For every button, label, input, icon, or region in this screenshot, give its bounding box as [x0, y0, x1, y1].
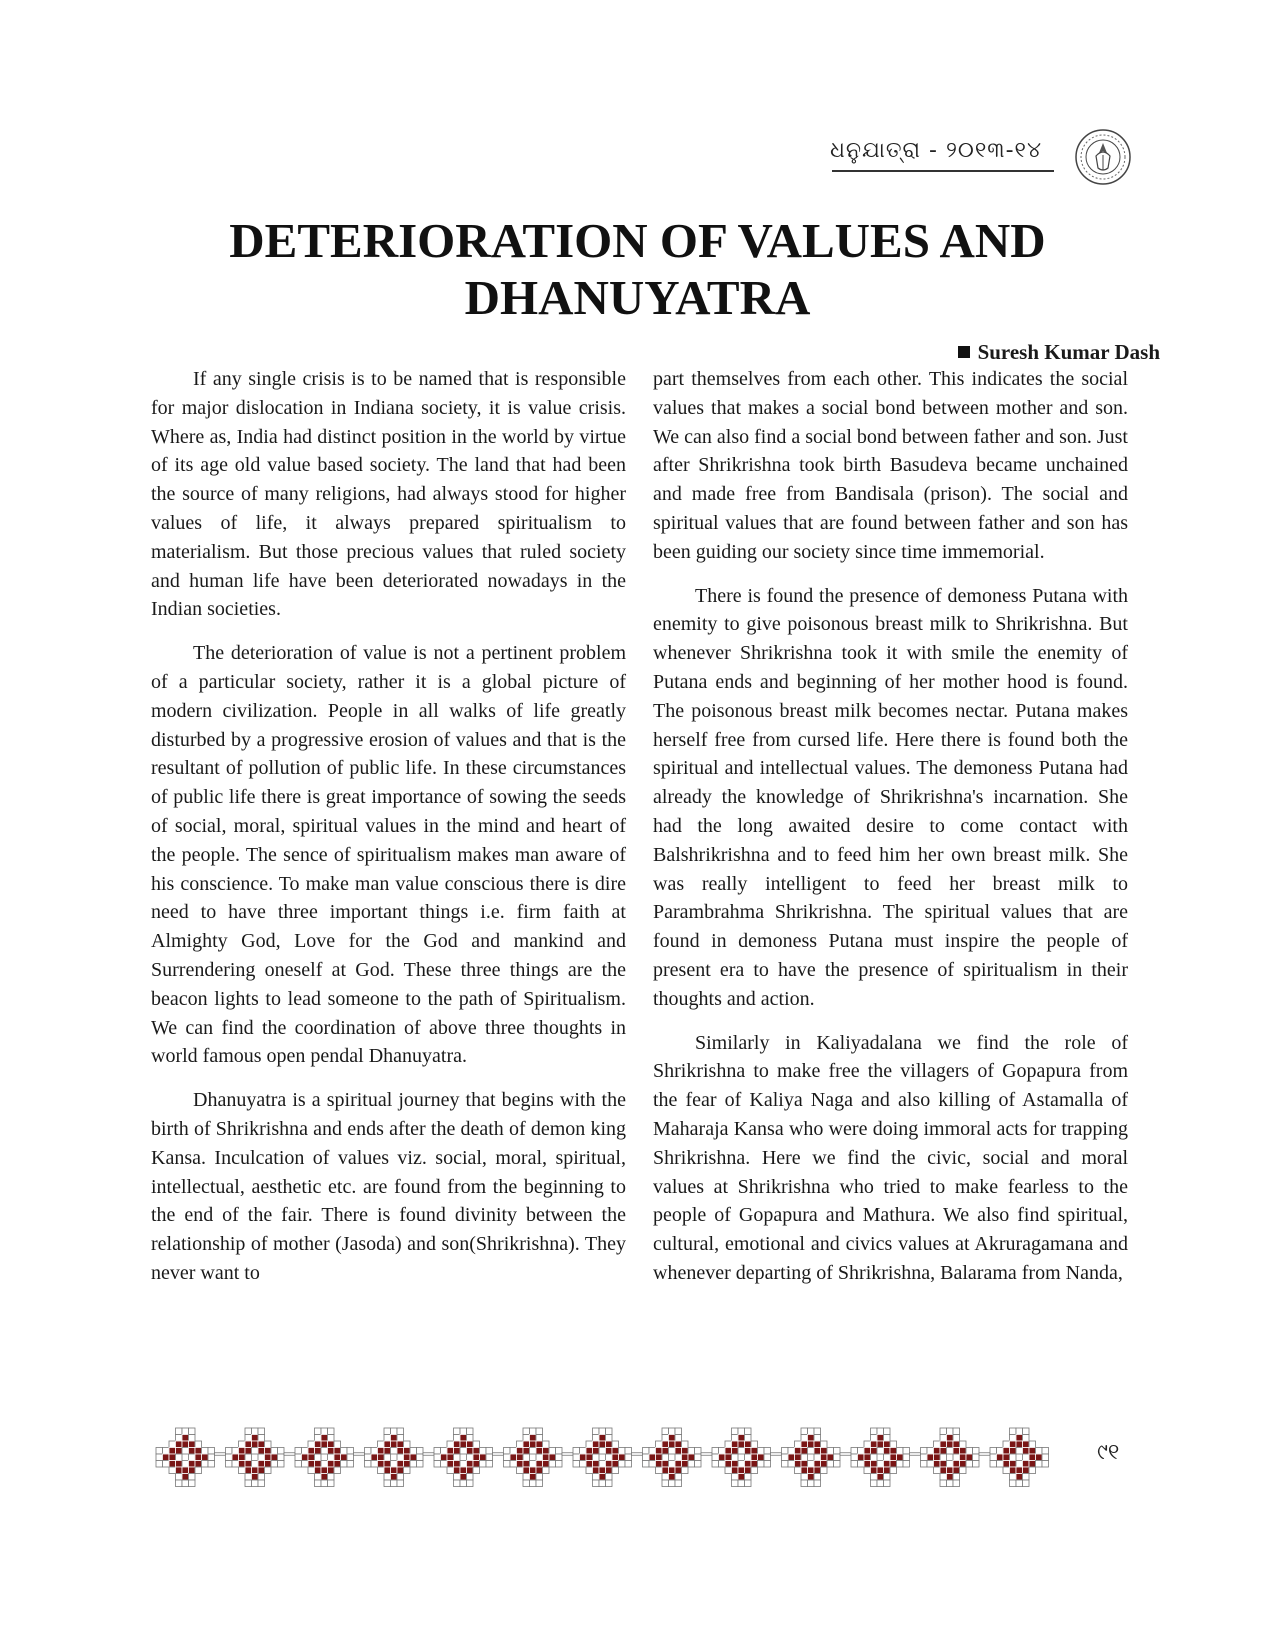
left-column — [151, 365, 626, 1303]
author-name: Suresh Kumar Dash — [977, 340, 1160, 364]
square-bullet-icon — [958, 346, 970, 358]
ornament-motif — [295, 1428, 365, 1487]
page-number: ୯୧ — [1097, 1440, 1120, 1465]
ornament-motif — [365, 1428, 435, 1487]
ornament-motif — [782, 1428, 852, 1487]
ornament-motif — [226, 1428, 296, 1487]
paragraph: If any single crisis is to be named that is responsible for major dislocation in Indiana society, it is value crisis. Where as, India had distinct position in the world by virtue of its age old value based society. The land that had been the source of many religions, had always stood for higher values of life, it always prepared spiritualism to materialism. But those precious values that ruled society and human life have been deteriorated nowadays in the Indian societies. — [151, 368, 626, 621]
ornament-motif — [504, 1428, 574, 1487]
right-column — [653, 365, 1128, 1303]
article-title: DETERIORATION OF VALUES AND DHANUYATRA — [229, 213, 1046, 325]
paragraph: There is found the presence of demoness Putana with enemity to give poisonous breast milk to Shrikrishna. But whenever Shrikrishna took it with smile the enemity of Putana ends and beginning of her mother hood is found. The poisonous breast milk becomes nectar. Putana makes herself free from cursed life. Here there is found both the spiritual and intellectual values. The demoness Putana had already the knowledge of Shrikrishna's incarnation. She had the long awaited desire to come contact with Balshrikrishna and to feed him her own breast milk. She was really intelligent to feed her breast milk to Parambrahma Shrikrishna. The spiritual values that are found in demoness Putana must inspire the people of present era to have the presence of spiritualism in their thoughts and action. — [653, 584, 1128, 1010]
ornament-motif — [156, 1428, 226, 1487]
ornament-motif — [573, 1428, 643, 1487]
ornament-motif — [712, 1428, 782, 1487]
ornament-motif — [434, 1428, 504, 1487]
journal-title: ଧନୁଯାତ୍ରା - ୨୦୧୩-୧୪ — [830, 138, 1043, 163]
paragraph: Similarly in Kaliyadalana we find the role of Shrikrishna to make free the villagers of Gopapura from the fear of Kaliya Naga and also killing of Astamalla of Maharaja Kansa who were doing immoral acts for trapping Shrikrishna. Here we find the civic, social and moral values at Shrikrishna who tried to make fearless to the people of Gopapura and Mathura. We also find spiritual, cultural, emotional and civics values at Akruragamana and whenever departing of Shrikrishna, Balarama from Nanda, — [653, 1031, 1128, 1284]
decorative-border — [148, 1426, 1108, 1488]
header-underline — [832, 170, 1054, 172]
author-byline — [958, 340, 1160, 365]
checkered-cross-motif-icon — [148, 1426, 1108, 1488]
paragraph: part themselves from each other. This indicates the social values that makes a social bond between mother and son. We can also find a social bond between father and son. Just after Shrikrishna took birth Basudeva became unchained and made free from Bandisala (prison). The social and spiritual values that are found between father and son has been guiding our society since time immemorial. — [653, 368, 1128, 563]
ornament-motif — [851, 1428, 921, 1487]
paragraph: Dhanuyatra is a spiritual journey that begins with the birth of Shrikrishna and ends after the death of demon king Kansa. Inculcation of values viz. social, moral, spiritual, intellectual, aesthetic etc. are found from the beginning to the end of the fair. There is found divinity between the relationship of mother (Jasoda) and son(Shrikrishna). They never want to — [151, 1089, 626, 1284]
ornament-motif — [643, 1428, 713, 1487]
circular-seal-emblem-icon — [1074, 128, 1132, 186]
ornament-motif — [921, 1428, 991, 1487]
ornament-motif — [990, 1428, 1049, 1487]
page-header — [830, 128, 1190, 188]
paragraph: The deterioration of value is not a pertinent problem of a particular society, rather it is a global picture of modern civilization. People in all walks of life greatly disturbed by a progressive erosion of values and that is the resultant of pollution of public life. In these circumstances of public life there is great importance of sowing the seeds of social, moral, spiritual values in the mind and heart of the people. The sence of spiritualism makes man aware of his conscience. To make man value conscious there is dire need to have three important things i.e. firm faith at Almighty God, Love for the God and mankind and Surrendering oneself at God. These three things are the beacon lights to lead someone to the path of Spiritualism. We can find the coordination of above three thoughts in world famous open pendal Dhanuyatra. — [151, 642, 626, 1068]
